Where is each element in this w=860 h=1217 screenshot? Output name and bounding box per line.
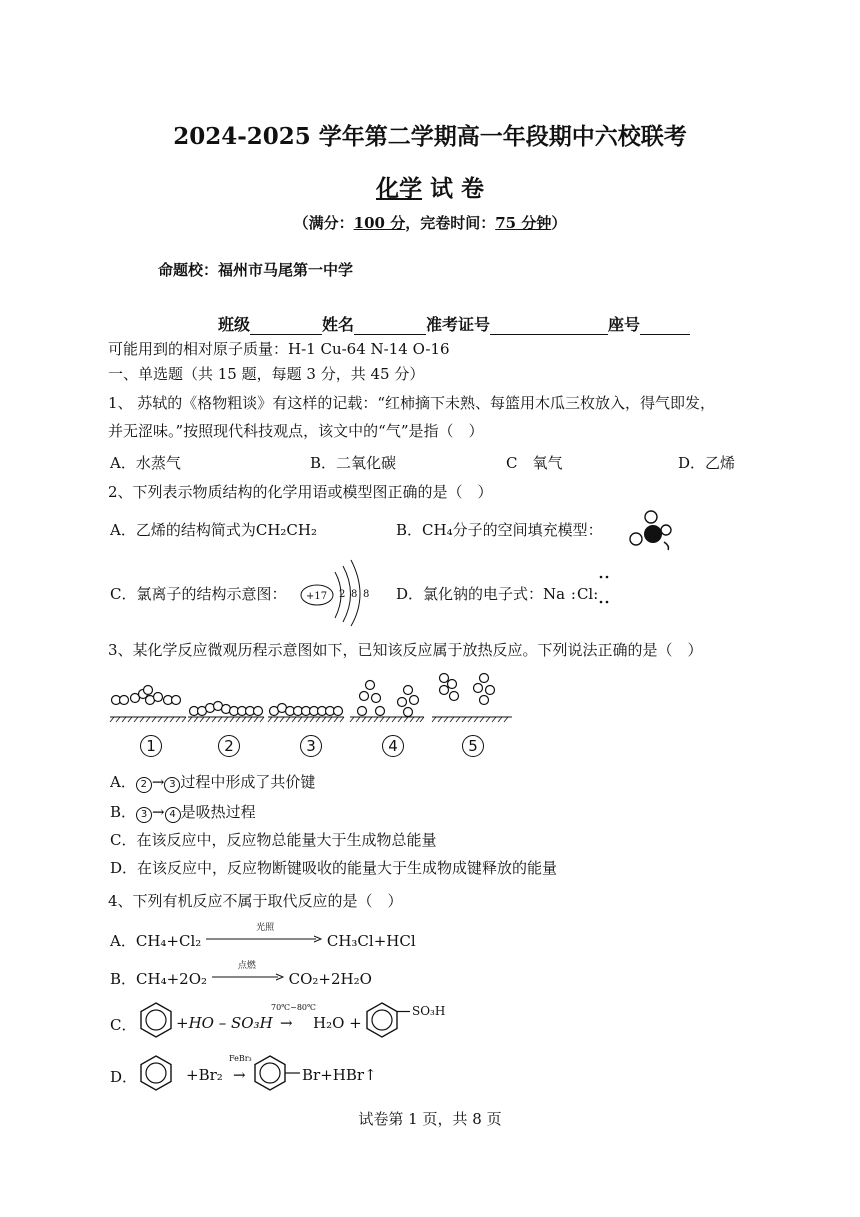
shell-2: 8: [351, 589, 358, 600]
q4-d-arrow: →: [233, 1066, 246, 1084]
q4-c-arrow: →: [280, 1014, 293, 1032]
section1-heading: 一、单选题（共 15 题，每题 3 分，共 45 分）: [108, 365, 425, 383]
exam-title: 2024-2025 学年第二学期高一年段期中六校联考: [173, 123, 687, 150]
step-label-2: 2: [218, 735, 240, 757]
q4-option-c-label: C．: [110, 1016, 137, 1034]
step-label-1: 1: [140, 735, 162, 757]
atomic-mass-line: 可能用到的相对原子质量：H-1 Cu-64 N-14 O-16: [108, 340, 450, 358]
condition-light: 光照: [256, 923, 275, 933]
nucleus-charge: +17: [306, 591, 328, 602]
seat-blank[interactable]: [640, 317, 690, 335]
q1-option-b: B．二氧化碳: [310, 454, 397, 472]
step-label-4: 4: [382, 735, 404, 757]
q3-option-a: A． 2 → 3 过程中形成了共价键: [110, 773, 316, 791]
name-blank[interactable]: [354, 317, 426, 335]
q1-stem-line1: 1、 苏轼的《格物粗谈》有这样的记载：“红柿摘下未熟、每篮用木瓜三枚放入，得气即发，: [108, 394, 715, 412]
q1-option-d: D．乙烯: [678, 454, 736, 472]
q3-option-d: D．在该反应中，反应物断键吸收的能量大于生成物成键释放的能量: [110, 859, 558, 877]
q4-c-reagent: +HO – SO₃H: [176, 1014, 273, 1032]
q4-c-water: H₂O +: [313, 1014, 362, 1032]
step-label-5: 5: [462, 735, 484, 757]
full-score: 100 分: [353, 214, 406, 232]
methane-space-filling-model: [620, 508, 680, 556]
sodium-symbol: Na: [543, 585, 566, 603]
q4-d-product: Br+HBr↑: [302, 1066, 377, 1084]
q4-d-condition: FeBr₃: [229, 1054, 252, 1063]
q4-stem: 4、下列有机反应不属于取代反应的是（ ）: [108, 892, 403, 910]
q2-option-b: B．CH₄分子的空间填充模型：: [396, 521, 603, 539]
chloride-ion-diagram: [301, 584, 370, 606]
chlorine-symbol: Cl: [576, 585, 594, 603]
q1-option-c: C 氧气: [506, 454, 563, 472]
q4-c-condition: 70℃~80℃: [271, 1003, 316, 1012]
class-blank[interactable]: [250, 317, 322, 335]
condition-ignite: 点燃: [237, 961, 256, 971]
q1-option-a: A．水蒸气: [110, 454, 181, 472]
subject-name: 化学: [375, 175, 422, 202]
q3-option-b: B． 3 → 4 是吸热过程: [110, 803, 256, 821]
ethylene-formula: CH₂CH₂: [255, 521, 317, 539]
q4-option-b: B．CH₄+2O₂ 点燃 CO₂+2H₂O: [110, 968, 372, 989]
q2-stem: 2、下列表示物质结构的化学用语或模型图正确的是（ ）: [108, 483, 493, 501]
q4-d-reagent: +Br₂: [186, 1066, 223, 1084]
q2-option-d: D．氯化钠的电子式：Na :Cl:: [396, 585, 599, 603]
q3-option-c: C．在该反应中，反应物总能量大于生成物总能量: [110, 831, 437, 849]
exam-time: 75 分钟: [495, 214, 552, 232]
page-footer: 试卷第 1 页，共 8 页: [358, 1110, 502, 1128]
exam-subtitle: [0, 170, 860, 203]
benzene-ring-icon-d: [136, 1053, 176, 1093]
score-time-line: （满分：100 分，完卷时间：75 分钟）: [293, 214, 567, 232]
shell-1: 2: [339, 589, 346, 600]
bromobenzene-ring-icon: [250, 1053, 310, 1093]
reaction-microprocess-diagram: [108, 670, 518, 730]
school-line: 命题校：福州市马尾第一中学: [158, 261, 354, 279]
exam-no-blank[interactable]: [490, 317, 608, 335]
shell-3: 8: [363, 589, 370, 600]
q1-stem-line2: 并无涩味。”按照现代科技观点，该文中的“气”是指（ ）: [108, 422, 484, 440]
benzene-ring-icon: [136, 1000, 176, 1040]
info-fields: 班级 姓名 准考证号 座号: [218, 312, 690, 335]
paper-label: 试 卷: [430, 175, 485, 202]
q4-option-d-label: D．: [110, 1068, 138, 1086]
q4-c-sulfonic-group: SO₃H: [412, 1004, 446, 1018]
q2-option-a: A．乙烯的结构简式为CH₂CH₂: [110, 521, 317, 539]
q4-option-a: A．CH₄+Cl₂ 光照 CH₃Cl+HCl: [110, 930, 416, 951]
step-label-3: 3: [300, 735, 322, 757]
q2-option-c: C．氯离子的结构示意图：: [110, 585, 287, 603]
electron-dots: [592, 574, 622, 604]
q3-stem: 3、某化学反应微观历程示意图如下，已知该反应属于放热反应。下列说法正确的是（ ）: [108, 641, 703, 659]
